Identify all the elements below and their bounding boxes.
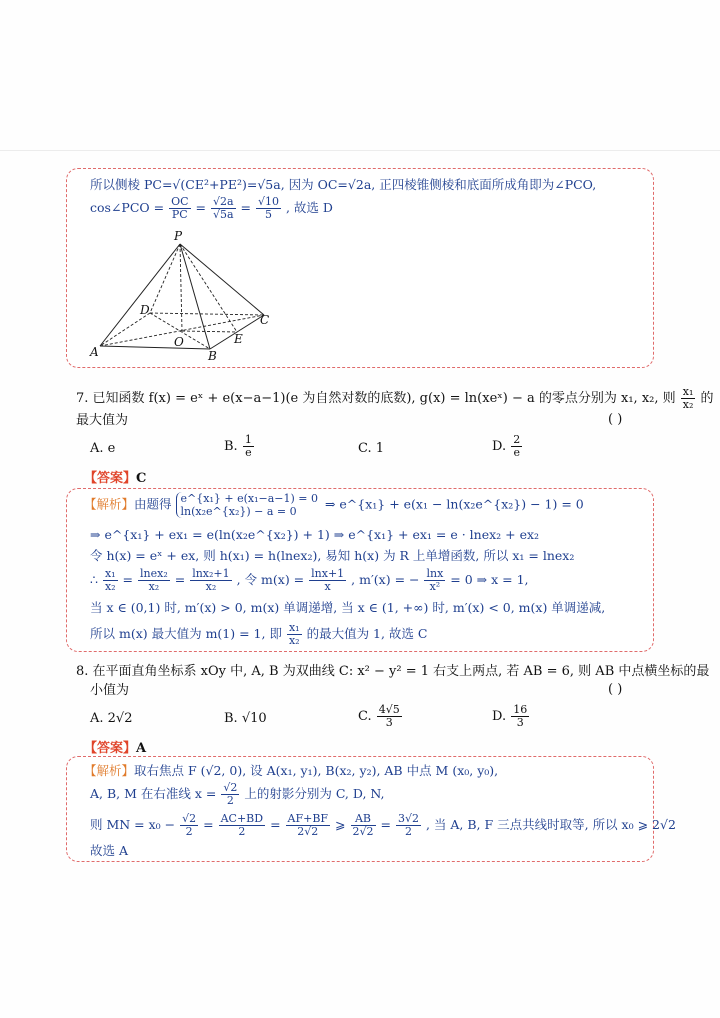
q7-solution-line-1: 【解析】由题得 e^{x₁} + e(x₁−a−1) = 0 ln(x₂e^{x₂}) − a = 0 ⇒ e^{x₁} + e(x₁ − ln(x₂e^{x₂}) − 1) = 0 bbox=[84, 492, 584, 518]
cos-prefix: cos∠PCO = bbox=[90, 200, 165, 215]
choose-d: , 故选 D bbox=[285, 200, 333, 215]
q7-solution-line-3: 令 h(x) = eˣ + ex, 则 h(x₁) = h(lnex₂), 易知 h(x) 为 R 上单增函数, 所以 x₁ = lnex₂ bbox=[90, 548, 575, 563]
label-b: B bbox=[208, 349, 217, 363]
q7-solution-line-4: ∴ $\frac{\text{x₁}}{\text{x₂}}$ = $\frac{\text{lnex₂}}{\text{x₂}}$ = $\frac{\text{lnx₂+1}}{\text{x₂}}$ , 令 m(x) = $\frac{\ln x+1}{x}$ , m′(x) = − $\frac{\ln x}{\text{x²}}$ = 0 ⇒ x = 1, bbox=[90, 567, 529, 593]
label-d: D bbox=[140, 303, 150, 317]
q7-option-b: B. $\frac{1}{e}$ bbox=[224, 433, 252, 459]
q7-answer: 【答案】C bbox=[84, 471, 147, 486]
label-c: C bbox=[260, 313, 270, 327]
q8-option-c: C. $\frac{4√5}{3}$ bbox=[358, 703, 400, 729]
q7-solution-line-6: 所以 m(x) 最大值为 m(1) = 1, 即 $\frac{\text{x₁}}{\text{x₂}}$ 的最大值为 1, 故选 C bbox=[90, 621, 428, 647]
q8-solution-line-3: 则 MN = x₀ − $\frac{√2}{2}$ = $\frac{AC+BD}{2}$ = $\frac{AF+BF}{2√2}$ ⩾ $\frac{AB}{2√2}$ = $\frac{3√2}{2}$ , 当 A, B, F 三点共线时取等, 所以 x₀ ⩾ 2√2 bbox=[90, 812, 676, 838]
q8-option-d: D. $\frac{16}{3}$ bbox=[492, 703, 528, 729]
q8-answer: 【答案】A bbox=[84, 741, 147, 756]
q7-answer-blank: ( ) bbox=[608, 412, 623, 427]
q7-solution-line-5: 当 x ∈ (0,1) 时, m′(x) > 0, m(x) 单调递增, 当 x ∈ (1, +∞) 时, m′(x) < 0, m(x) 单调递减, bbox=[90, 600, 606, 615]
label-o: O bbox=[174, 335, 184, 349]
analysis-tag: 【解析】 bbox=[84, 496, 135, 512]
q7-fraction-x1-x2: $\frac{\text{x₁}}{\text{x₂}}$ bbox=[682, 385, 694, 411]
label-a: A bbox=[90, 345, 99, 359]
equation-system: e^{x₁} + e(x₁−a−1) = 0 ln(x₂e^{x₂}) − a = 0 bbox=[176, 492, 318, 518]
q7-stem-line-2: 最大值为 bbox=[76, 413, 129, 428]
q8-answer-blank: ( ) bbox=[608, 682, 623, 697]
q8-solution-line-1: 【解析】取右焦点 F (√2, 0), 设 A(x₁, y₁), B(x₂, y₂), AB 中点 M (x₀, y₀), bbox=[84, 763, 499, 778]
solution-line-2: cos∠PCO = $\frac{OC}{PC}$ = $\frac{√2a}{√5a}$ = $\frac{√10}{5}$ , 故选 D bbox=[90, 195, 333, 221]
q7-stem-line-1: 7. 已知函数 f(x) = eˣ + e(x−a−1)(e 为自然对数的底数), g(x) = ln(xeˣ) − a 的零点分别为 x₁, x₂, 则 $\frac{\text{x₁}}{\text{x₂}}$ 的 bbox=[76, 385, 714, 411]
q8-option-a: A. 2√2 bbox=[90, 711, 133, 726]
fraction-root2a-root5a: $\frac{√2a}{√5a}$ bbox=[212, 195, 234, 221]
q7-solution-line-2: ⇒ e^{x₁} + ex₁ = e(ln(x₂e^{x₂}) + 1) ⇒ e^{x₁} + ex₁ = e · lnex₂ + ex₂ bbox=[90, 527, 540, 542]
q7-option-c: C. 1 bbox=[358, 441, 385, 456]
pyramid-figure bbox=[86, 228, 286, 363]
solution-line-1: 所以侧棱 PC=√(CE²+PE²)=√5a, 因为 OC=√2a, 正四棱锥侧棱和底面所成角即为∠PCO, bbox=[90, 177, 597, 192]
q8-option-b: B. √10 bbox=[224, 711, 267, 726]
page-divider bbox=[0, 150, 720, 151]
q8-solution-line-4: 故选 A bbox=[90, 843, 129, 858]
q8-stem-line-1: 8. 在平面直角坐标系 xOy 中, A, B 为双曲线 C: x² − y² = 1 右支上两点, 若 AB = 6, 则 AB 中点横坐标的最 bbox=[76, 664, 710, 679]
q8-solution-line-2: A, B, M 在右准线 x = $\frac{√2}{2}$ 上的射影分别为 C, D, N, bbox=[90, 781, 385, 807]
q7-option-d: D. $\frac{2}{e}$ bbox=[492, 433, 521, 459]
label-p: P bbox=[174, 229, 183, 243]
q7-option-a: A. e bbox=[90, 441, 116, 456]
label-e: E bbox=[234, 332, 243, 346]
fraction-root10-5: $\frac{√10}{5}$ bbox=[257, 195, 279, 221]
q8-stem-line-2: 小值为 bbox=[90, 683, 130, 698]
answer-tag: 【答案】 bbox=[84, 471, 137, 486]
fraction-oc-pc: $\frac{OC}{PC}$ bbox=[171, 195, 189, 221]
